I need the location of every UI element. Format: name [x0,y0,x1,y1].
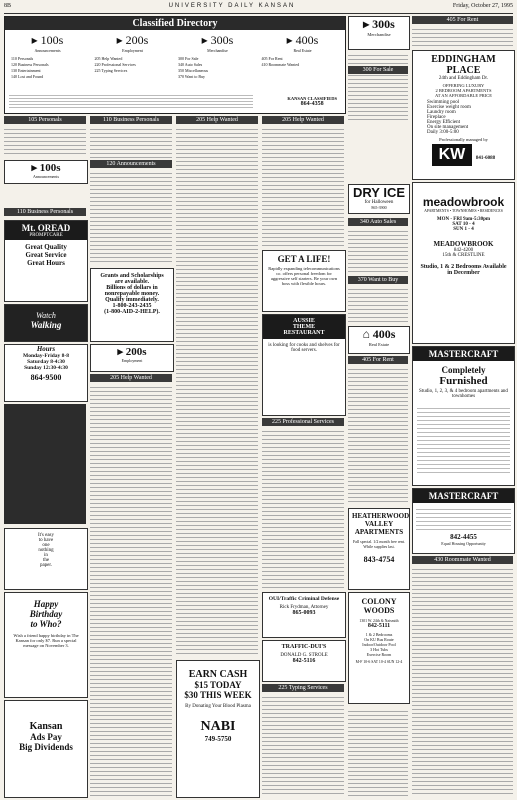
merchandise-icon: ▸ 300s [363,17,395,31]
announcements-icon: ▸ 100s [31,162,61,174]
kansan-ads-line: Big Dividends [19,742,73,752]
feature-item: Energy Efficient [427,120,460,125]
section-num: 200s [125,346,147,358]
kw-logo: KW 841-6088 [413,144,514,166]
birthday-body: Wish a friend happy birthday in The Kansan for only $7. Run a special message on November 3. [13,633,79,648]
traffic-title: TRAFFIC-DUI'S [281,644,327,650]
colony-addr: 1301 W. 24th & Naismith [359,619,399,623]
dry-ice-phone: 865-3900 [371,205,387,210]
index-item: 350 Miscellaneous [178,68,209,73]
empty-line: one [42,543,50,548]
section-header-help-2: 205 Help Wanted [176,116,258,124]
index-item: 340 Auto Sales [178,62,203,67]
hours-line: Sunday 12:30-4:30 [24,365,68,371]
section-header-forrent-2: 405 For Rent [412,16,513,24]
grants-line: nonrepayable money. [104,291,160,297]
aussie-line: RESTAURANT [283,330,325,336]
grants-ad [90,268,174,342]
section-header-business: 110 Business Personals [90,116,172,124]
classified-phone [287,96,337,107]
feature-item: Swimming pool [427,100,460,105]
section-header-announcements: 120 Announcements [90,160,172,168]
employment-icon: ▸ 200s [116,33,149,47]
issue-date: Friday, October 27, 1995 [452,3,513,9]
empty-line: in [44,553,48,558]
section-label: Employment [121,358,143,363]
help3-fine-print [262,126,344,246]
feature-item: Daily 3:00-5:00 [427,130,459,135]
meadowbrook-ad [412,182,515,344]
hours-ad [4,344,88,402]
index-item: 110 Personals [11,56,34,61]
index-item: 225 Typing Services [94,68,128,73]
typing-fine-print [262,694,344,796]
empty-line: to have [38,538,54,543]
get-a-life-title: GET A LIFE! [277,254,331,264]
plasma-ad [176,660,260,798]
cash-line: EARN CASH [188,669,248,680]
hours-line: Saturday 8-4:30 [27,359,65,365]
aussie-ad [262,314,346,416]
cash-phone: 749-5750 [204,735,232,743]
section-num: 200s [125,33,149,47]
section-header-forrent: 405 For Rent [348,356,408,364]
section-header-prof: 225 Professional Services [262,418,344,426]
feature-item: Exercise weight room [427,105,471,110]
section-header-want: 370 Want to Buy [348,276,408,284]
heatherwood-line: Fall special. 1/2 month free rent. [352,539,406,544]
kansan-ads-pay [4,700,88,798]
empty-line: the [42,558,50,563]
auto-fine-print [348,228,408,272]
section-100s [8,33,88,53]
grants-line: (1-800-AID-2-HELP). [104,309,160,315]
paper-name: UNIVERSITY DAILY KANSAN [168,3,296,9]
cash-sub: By Donating Your Blood Plasma [185,704,251,709]
phone-number: 864-4358 [300,101,324,107]
empty-line: paper. [39,563,53,568]
oui-title: OUI/Traffic Criminal Defense [268,596,340,602]
meadowbrook-avail: Studio, 1 & 2 Bedrooms Available in December [420,264,507,276]
grants-line: Qualify immediately. [105,297,159,303]
traffic-name: DONALD G. STROLE [280,653,328,658]
grants-line: Billions of dollars in [106,285,158,291]
cash-line: $30 THIS WEEK [184,690,252,700]
column-fine-print [348,52,408,122]
meadowbrook-hours: MON - FRI 9am-5:30pm [436,217,491,222]
colony-hours: M-F 10-6 SAT 10-4 SUN 12-4 [355,660,403,664]
mt-oread-title: Mt. OREAD [21,223,71,233]
employment-banner [90,344,174,372]
mastercraft-line: Furnished [439,375,488,387]
heatherwood-phone: 843-4754 [363,555,395,564]
aussie-line: THEME [292,324,316,330]
colony-woods-ad [348,592,410,704]
mastercraft-listings [417,405,510,475]
section-header-business-2: 110 Business Personals [4,208,86,216]
bottom-fine-print [348,708,408,796]
index-item: 205 Help Wanted [94,56,123,61]
birthday-line: Birthday [29,609,63,619]
mastercraft-line: Completely [441,365,486,375]
section-num: 400s [295,33,319,47]
eddingham-addr: 24th and Eddingham Dr. [438,76,489,81]
aussie-line: AUSSIE [293,318,315,324]
section-header-personals: 105 Personals [4,116,86,124]
empty-line: It's easy [37,533,55,538]
section-icons [5,33,345,53]
section-num: 300s [210,33,234,47]
colony-feature: 1 & 2 Bedrooms [365,632,393,637]
announce-fine-print [90,170,172,264]
index-item: 130 Entertainment [11,68,41,73]
section-label: Announcements [34,48,61,53]
feature-item: On site management [427,125,469,130]
section-label: Real Estate [293,48,312,53]
eddingham-line: 2 BEDROOM APARTMENTS [435,88,492,93]
meadowbrook-addr: 15th & CRESTLINE [442,253,485,258]
eddingham-title: EDDINGHAM [431,54,496,65]
meadowbrook-name: MEADOWBROOK [433,240,494,248]
empty-lines [5,533,87,568]
help-fine-print [90,384,172,796]
want-fine-print [348,286,408,324]
empty-ad [4,528,88,590]
meadowbrook-hours: SUN 1 - 4 [453,227,474,232]
mastercraft-listings [416,506,511,530]
traffic-ad [262,640,346,682]
section-num: 100s [39,162,61,174]
eddingham-line: OFFERING LUXURY [442,83,485,88]
oui-phone: 865-0093 [292,610,316,616]
employment-icon: ▸ 200s [117,346,147,358]
section-num: 300s [372,17,395,31]
merchandise-icon: ▸ 300s [201,33,234,47]
mastercraft-logo: MASTERCRAFT [413,489,514,503]
feature-item: Fireplace [427,115,446,120]
mt-oread-header [5,221,87,240]
hours-title: Hours [36,345,56,353]
section-header-autosales: 340 Auto Sales [348,218,408,226]
index-item: 220 Professional Services [94,62,136,67]
mt-oread-line: Great Hours [27,259,65,267]
nabi-logo: NABI [200,719,236,734]
oui-name: Rick Frydman, Attorney [279,605,329,610]
meadowbrook-phone: 842-4200 [453,248,474,253]
dry-ice-title: DRY ICE [352,185,405,200]
page-number: 8B [4,3,12,9]
announcements-icon: ▸ 100s [31,33,64,47]
colony-phone: 842-5111 [367,623,391,629]
empty-line: nothing [38,548,54,553]
classified-directory [4,16,346,114]
feature-item: Laundry room [427,110,456,115]
aussie-body: is looking for cooks and shelves for food servers. [268,343,340,353]
meadowbrook-hours: SAT 10 - 4 [452,222,475,227]
birthday-line: Happy [33,599,59,609]
phone-label: KANSAN CLASSIFIEDS [287,96,337,101]
index-item: 410 Roommate Wanted [261,62,300,67]
colony-feature: Exercise Room [366,652,392,657]
eddingham-features [413,100,514,135]
real-estate-icon: ⌂ 400s [362,327,396,341]
section-label: Merchandise [367,32,391,37]
heatherwood-ad [348,508,410,590]
eddingham-mgmt: Professionally managed by [439,137,488,142]
eddingham-phone: 841-6088 [475,156,496,161]
rent2-fine-print [412,26,513,48]
personals-fine-print [4,126,86,156]
section-num: 100s [40,33,64,47]
directory-fine-print [9,93,253,109]
sheriff-line: Watch [36,311,56,320]
merch-banner [348,16,410,50]
section-300s [178,33,258,53]
section-num: 400s [372,327,396,341]
kansan-ads-line: Kansan [29,721,63,732]
graphic-ad [4,404,86,524]
eddingham-line: AT AN AFFORDABLE PRICE [434,93,493,98]
mastercraft-line: Studio, 1, 2, 3, & 4 bedroom apartments and townhomes [419,389,508,399]
section-header-typing: 225 Typing Services [262,684,344,692]
eddingham-ad [412,50,515,180]
traffic-phone: 842-5116 [292,658,316,664]
get-a-life-body: Rapidly expanding telecommunications co. offers personal freedom for aggressive self starters. Be your own boss with flexible hours. [268,266,340,286]
birthday-ad [4,592,88,698]
mt-oread-line: Great Quality [25,243,67,251]
dry-ice-sub: for Halloween [364,200,394,205]
mt-oread-ad [4,220,88,302]
rent-fine-print [348,366,408,502]
mastercraft-ad [412,346,515,486]
cash-line: $15 TODAY [194,680,242,690]
mastercraft-logo: MASTERCRAFT [413,347,514,361]
section-400s [263,33,343,53]
index-item: 120 Business Personals [11,62,49,67]
get-a-life-ad [262,250,346,312]
dry-ice-ad [348,184,410,214]
index-item: 370 Want to Buy [178,74,206,79]
business-fine-print [90,126,172,158]
colony-feature: 3 Hot Tubs [370,647,388,652]
help2-fine-print [176,126,258,656]
index-list [5,53,345,82]
hours-line: Monday-Friday 8-8 [23,353,69,359]
mastercraft-eho: Equal Housing Opportunity [441,541,486,546]
kansan-ads-line: Ads Pay [30,732,62,742]
heatherwood-line: While supplies last. [363,544,395,549]
birthday-line: to Who? [30,619,62,629]
section-header-forsale: 300 For Sale [348,66,408,74]
colony-feature: Indoor/Outdoor Pool [362,642,396,647]
section-200s [93,33,173,53]
masthead [4,3,513,14]
section-label: Real Estate [368,342,390,347]
section-header-help: 205 Help Wanted [90,374,172,382]
roommate-fine-print [412,566,513,796]
mt-oread-line: Great Service [25,251,67,259]
grants-line: 1-800-243-2435 [112,303,152,309]
heatherwood-title: HEATHERWOOD VALLEY APARTMENTS [352,512,410,536]
section-label: Announcements [33,174,59,179]
announcements-banner [4,160,88,184]
grants-line: Grants and Scholarships [100,273,164,279]
sheriff-ad [4,304,88,342]
real-estate-icon: ▸ 400s [286,33,319,47]
colony-title: COLONY WOODS [361,597,397,615]
index-item: 300 For Sale [178,56,199,61]
section-label: Merchandise [207,48,228,53]
mastercraft-ad-2 [412,488,515,554]
sheriff-line: Walking [30,320,62,330]
section-label: Employment [122,48,143,53]
section-header-roommate: 430 Roommate Wanted [412,556,513,564]
oui-ad [262,592,346,638]
mt-oread-sub: PROMPTCARE [29,233,63,238]
eddingham-title2: PLACE [446,65,481,76]
mastercraft-phone: 842-4455 [450,533,477,541]
directory-title: Classified Directory [5,17,345,30]
meadowbrook-sub: APARTMENTS • TOWNHOMES • RESIDENCES [424,209,503,213]
colony-feature: On KU Bus Route [364,637,394,642]
prof-fine-print [262,428,344,588]
hours-phone: 864-9500 [30,373,62,382]
index-item: 140 Lost and Found [11,74,44,79]
meadowbrook-title: meadowbrook [422,195,505,209]
index-item: 405 For Rent [261,56,283,61]
real-estate-banner [348,326,410,354]
aussie-header [263,315,345,339]
grants-line: are available. [114,279,150,285]
section-header-help-3: 205 Help Wanted [262,116,344,124]
